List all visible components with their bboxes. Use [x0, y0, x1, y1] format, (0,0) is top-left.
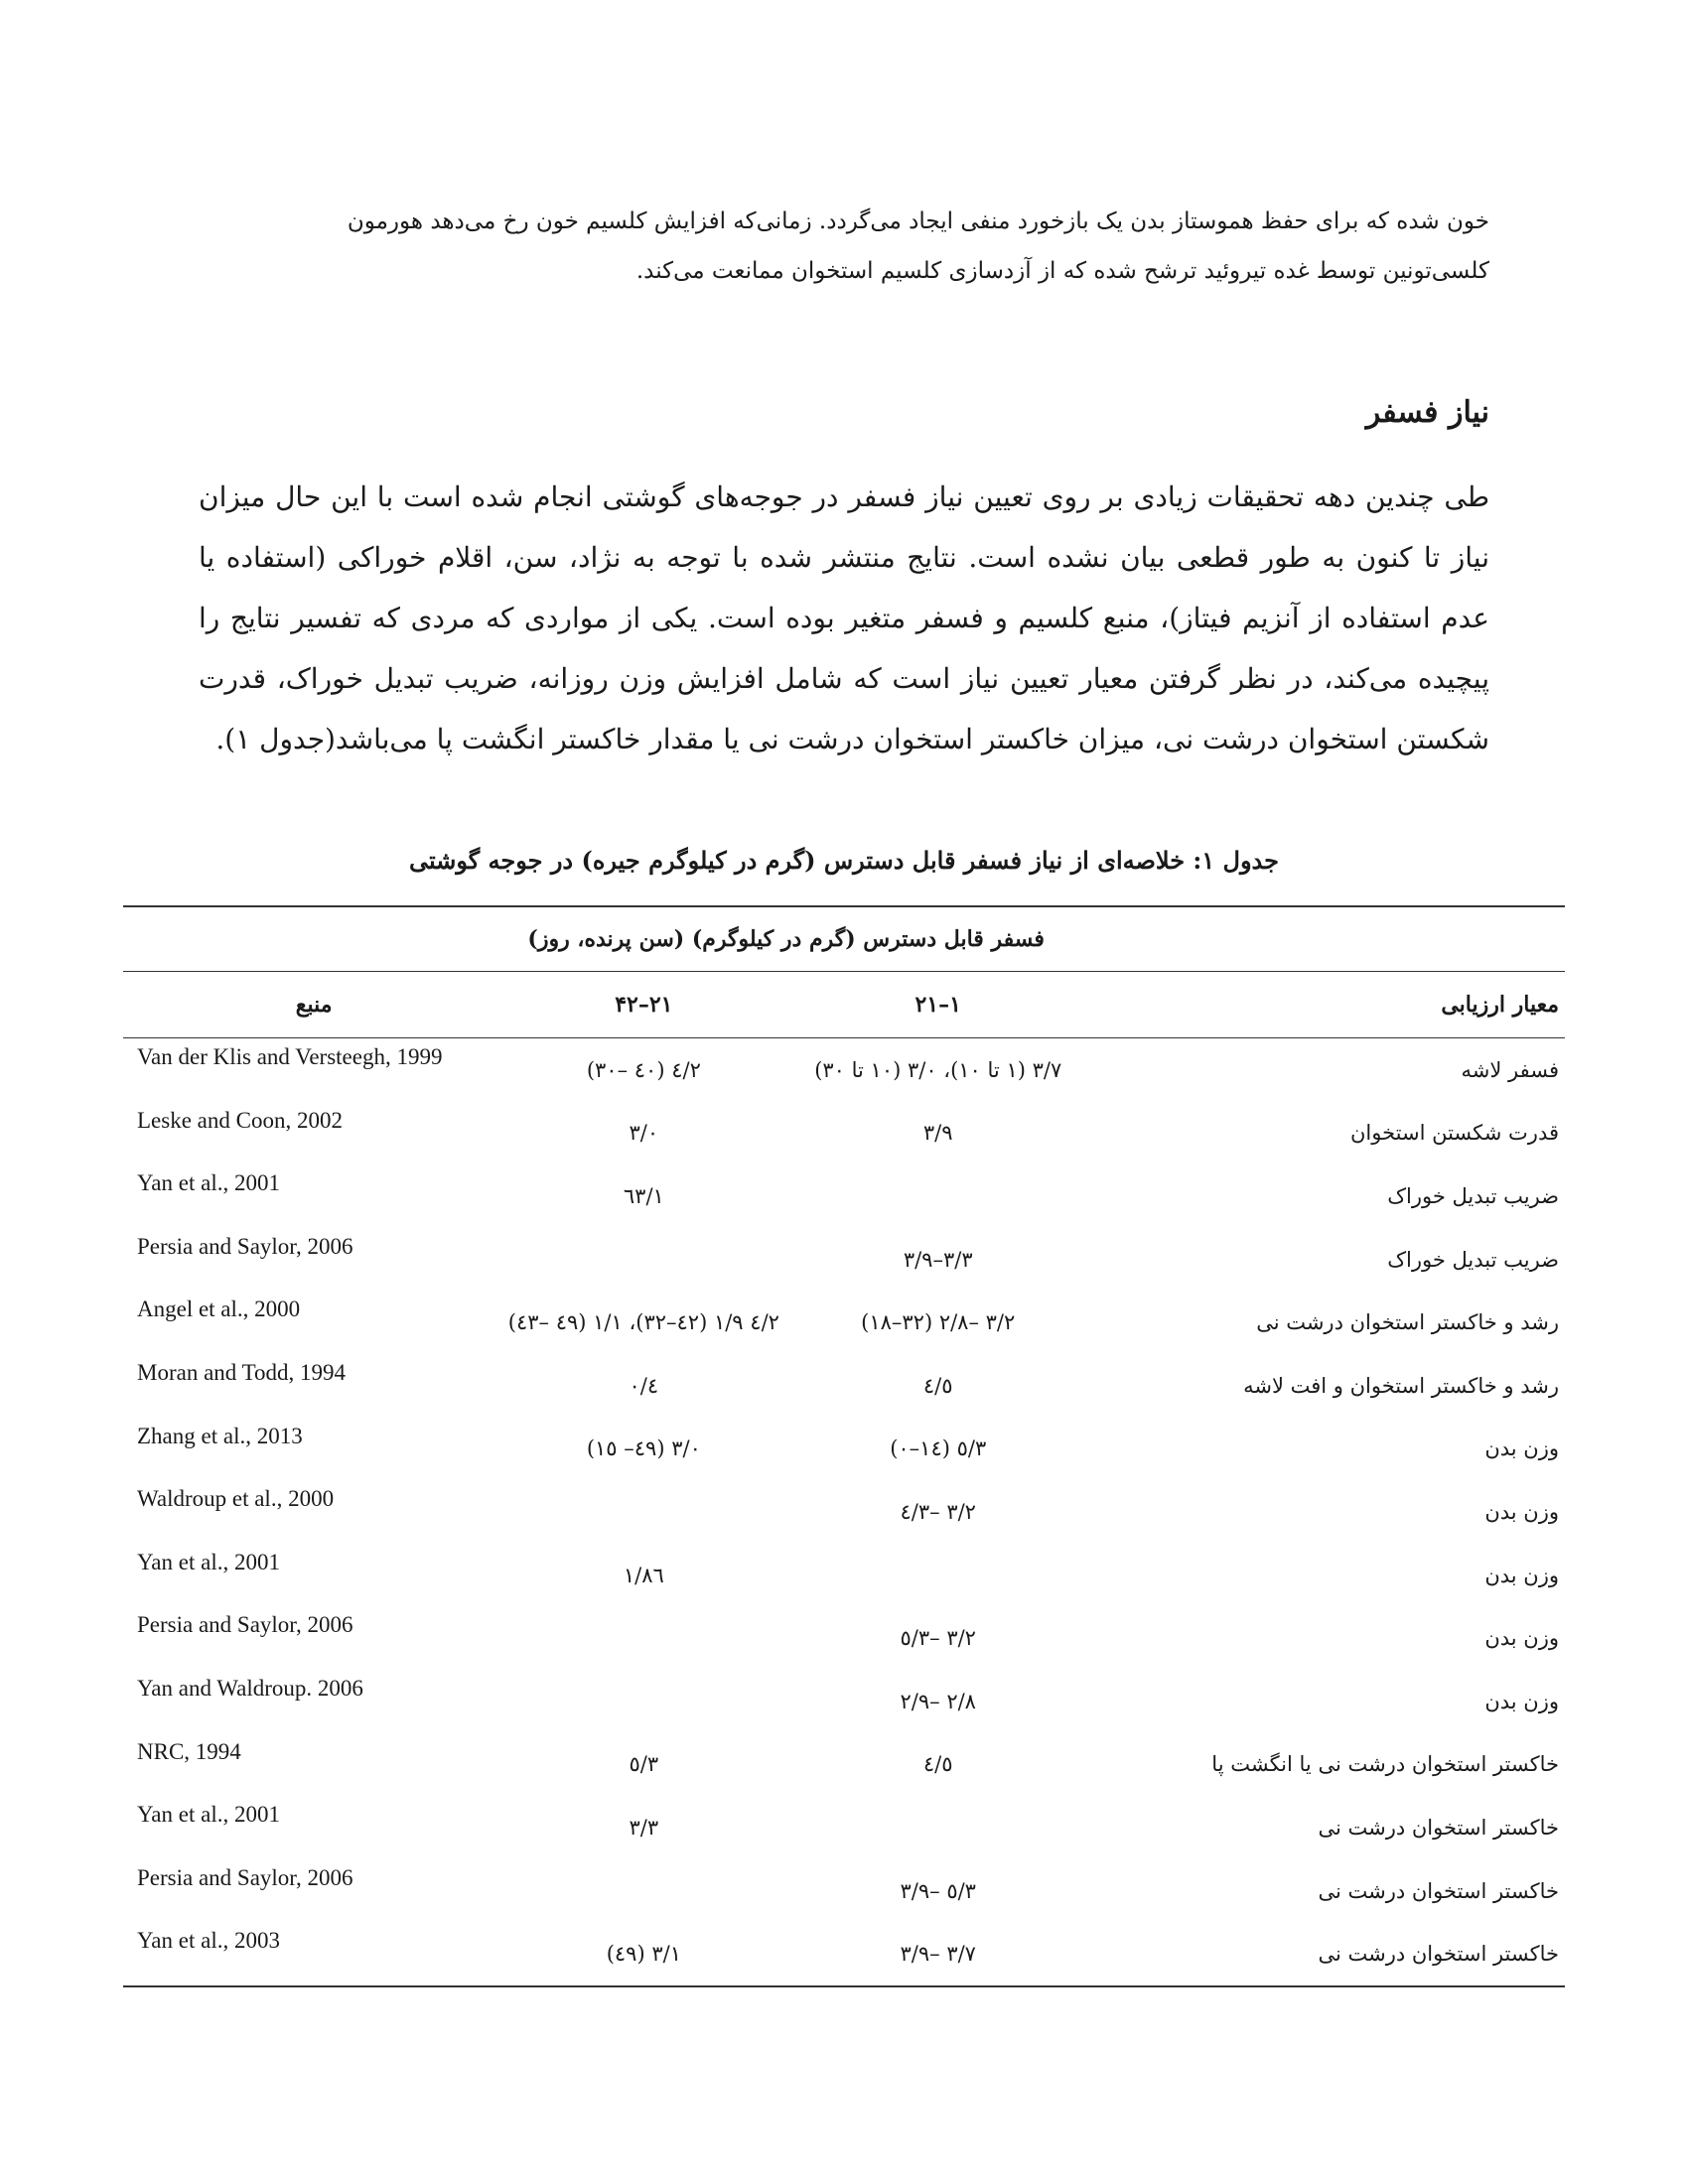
- table-caption: جدول ۱: خلاصه‌ای از نیاز فسفر قابل دسترس (گرم در کیلوگرم جیره) در جوجه گوشتی: [409, 846, 1279, 875]
- table-row: [123, 1164, 1565, 1228]
- cell-criterion: وزن بدن: [1484, 1436, 1559, 1461]
- cell-source: Persia and Saylor, 2006: [137, 1864, 353, 1890]
- intro-line-2: کلسی‌تونین توسط غده تیروئید ترشح شده که از آزدسازی کلسیم استخوان ممانعت می‌کند.: [635, 258, 1489, 284]
- phosphorus-requirement-table: [123, 905, 1565, 1987]
- section-paragraph: طی چندین دهه تحقیقات زیادی بر روی تعیین نیاز فسفر در جوجه‌های گوشتی انجام شده است با این حال میزان نیاز تا کنون به طور قطعی بیان نشده است. نتایج منتشر شده با توجه به نژاد، سن، اقلام خوراکی (استفاده یا عدم استفاده از آنزیم فیتاز)، منبع کلسیم و فسفر متغیر بوده است. یکی از مواردی که مردی که تفسیر نتایج را پیچیده می‌کند، در نظر گرفتن معیار تعیین نیاز است که شامل افزایش وزن روزانه، ضریب تبدیل خوراک، قدرت شکستن استخوان درشت نی، میزان خاکستر استخوان درشت نی یا مقدار خاکستر انگشت پا می‌باشد(جدول ۱).: [199, 480, 1489, 755]
- cell-period-1-21: ۲/۸ –۲/۹: [900, 1689, 976, 1713]
- table-row: [123, 1733, 1565, 1797]
- header-source: منبع: [123, 972, 492, 1038]
- cell-criterion: خاکستر استخوان درشت نی: [1318, 1878, 1559, 1903]
- table-row: [123, 1102, 1565, 1165]
- table-row: [123, 1480, 1565, 1544]
- table-span-header-row: [123, 906, 1565, 972]
- cell-period-1-21: ۳/۲ –۲/۸ (۳۲–۱۸): [861, 1310, 1016, 1335]
- cell-period-21-42: [492, 1480, 795, 1544]
- cell-period-1-21: ۳/۹: [922, 1121, 953, 1146]
- intro-line-1: خون شده که برای حفظ هموستاز بدن یک بازخورد منفی ایجاد می‌گردد. زمانی‌که افزایش کلسیم خون رخ می‌دهد هورمون: [347, 208, 1489, 234]
- cell-period-1-21: ۳/۷ (۱ تا ۱۰)، ۳/۰ (۱۰ تا ۳۰): [814, 1057, 1062, 1082]
- cell-period-21-42: [492, 1859, 795, 1923]
- cell-period-1-21: ۳/۲ –۳/٥: [900, 1626, 976, 1651]
- cell-source: Persia and Saylor, 2006: [137, 1233, 353, 1259]
- cell-period-1-21: [795, 1796, 1080, 1859]
- cell-source: Angel et al., 2000: [137, 1297, 301, 1322]
- cell-source: Van der Klis and Versteegh, 1999: [137, 1044, 443, 1069]
- cell-criterion: فسفر لاشه: [1461, 1057, 1559, 1082]
- cell-period-21-42: [492, 1606, 795, 1670]
- table-row: [123, 1038, 1565, 1102]
- cell-source: Yan et al., 2003: [123, 1922, 492, 1986]
- cell-criterion: وزن بدن: [1484, 1499, 1559, 1524]
- cell-criterion: وزن بدن: [1484, 1689, 1559, 1713]
- cell-period-1-21: ۳/۲ –۳/٤: [900, 1499, 976, 1524]
- header-period-21-42: ۲۱–۴۲: [492, 972, 795, 1038]
- cell-criterion: خاکستر استخوان درشت نی یا انگشت پا: [1211, 1752, 1559, 1777]
- table-row: [123, 1670, 1565, 1733]
- table-body: [123, 1038, 1565, 1986]
- cell-period-1-21: ۳/٥ (۱٤–۰): [890, 1436, 987, 1461]
- cell-source: Yan et al., 2001: [137, 1549, 280, 1574]
- cell-period-21-42: ۲/٤ (٤۰ –۳۰): [586, 1057, 701, 1082]
- cell-source: Waldroup et al., 2000: [137, 1486, 335, 1512]
- cell-period-1-21: [795, 1164, 1080, 1228]
- cell-criterion: ضریب تبدیل خوراک: [1387, 1183, 1559, 1208]
- cell-criterion: رشد و خاکستر استخوان درشت نی: [1256, 1310, 1559, 1335]
- cell-source: Zhang et al., 2013: [137, 1423, 303, 1448]
- cell-criterion: وزن بدن: [1484, 1626, 1559, 1651]
- table-header-row: [123, 972, 1565, 1038]
- cell-criterion: قدرت شکستن استخوان: [1350, 1121, 1559, 1146]
- cell-period-21-42: ۱/۸٦: [623, 1563, 664, 1587]
- cell-period-21-42: ٤/۰: [629, 1373, 659, 1398]
- cell-source: Moran and Todd, 1994: [137, 1359, 347, 1385]
- table-row: [123, 1859, 1565, 1923]
- table-row: [123, 1922, 1565, 1986]
- cell-source: Persia and Saylor, 2006: [137, 1612, 353, 1638]
- cell-period-1-21: ۳/۳–۳/۹: [903, 1247, 973, 1272]
- table-row: [123, 1354, 1565, 1418]
- cell-period-1-21: ۳/۷ –۳/۹: [795, 1922, 1080, 1986]
- cell-period-21-42: [492, 1670, 795, 1733]
- cell-period-1-21: ٤/٥: [922, 1752, 953, 1777]
- intro-paragraph: [199, 197, 1489, 296]
- cell-period-1-21: ۳/٥ –۳/۹: [900, 1878, 976, 1903]
- header-criterion: معیار ارزیابی: [1080, 972, 1565, 1038]
- table-row: [123, 1418, 1565, 1481]
- cell-source: Yan and Waldroup. 2006: [137, 1675, 363, 1701]
- cell-period-21-42: ۳/٥: [629, 1752, 659, 1777]
- cell-source: Leske and Coon, 2002: [137, 1107, 343, 1133]
- table-row: [123, 1606, 1565, 1670]
- cell-criterion: خاکستر استخوان درشت نی: [1080, 1922, 1565, 1986]
- header-period-1-21: ۱–۲۱: [795, 972, 1080, 1038]
- cell-criterion: خاکستر استخوان درشت نی: [1318, 1815, 1559, 1840]
- section-heading: نیاز فسفر: [1365, 395, 1489, 430]
- cell-source: Yan et al., 2001: [137, 1802, 280, 1828]
- cell-period-1-21: ٤/٥: [922, 1373, 953, 1398]
- cell-criterion: ضریب تبدیل خوراک: [1387, 1247, 1559, 1272]
- cell-criterion: وزن بدن: [1484, 1563, 1559, 1587]
- cell-source: Yan et al., 2001: [137, 1170, 280, 1196]
- span-header: فسفر قابل دسترس (گرم در کیلوگرم) (سن پرنده، روز): [492, 906, 1080, 972]
- cell-period-21-42: ۳/۰ (٤۹– ۱٥): [586, 1436, 701, 1461]
- cell-period-21-42: ۳/۰: [629, 1121, 659, 1146]
- cell-period-1-21: [795, 1544, 1080, 1607]
- cell-period-21-42: ۳/۳: [629, 1815, 659, 1840]
- cell-period-21-42: ۳/۱ (٤۹): [492, 1922, 795, 1986]
- table-row: [123, 1228, 1565, 1292]
- cell-criterion: رشد و خاکستر استخوان و افت لاشه: [1243, 1373, 1559, 1398]
- cell-period-21-42: ۲/٤ ۱/۹ (٤۲–۳۲)، ۱/۱ (٤۹ –٤۳): [507, 1310, 779, 1335]
- cell-source: NRC, 1994: [137, 1738, 241, 1764]
- table-row: [123, 1544, 1565, 1607]
- cell-period-21-42: ۱/٦۳: [623, 1183, 664, 1208]
- cell-period-21-42: [492, 1228, 795, 1292]
- table-row: [123, 1291, 1565, 1354]
- table-row: [123, 1796, 1565, 1859]
